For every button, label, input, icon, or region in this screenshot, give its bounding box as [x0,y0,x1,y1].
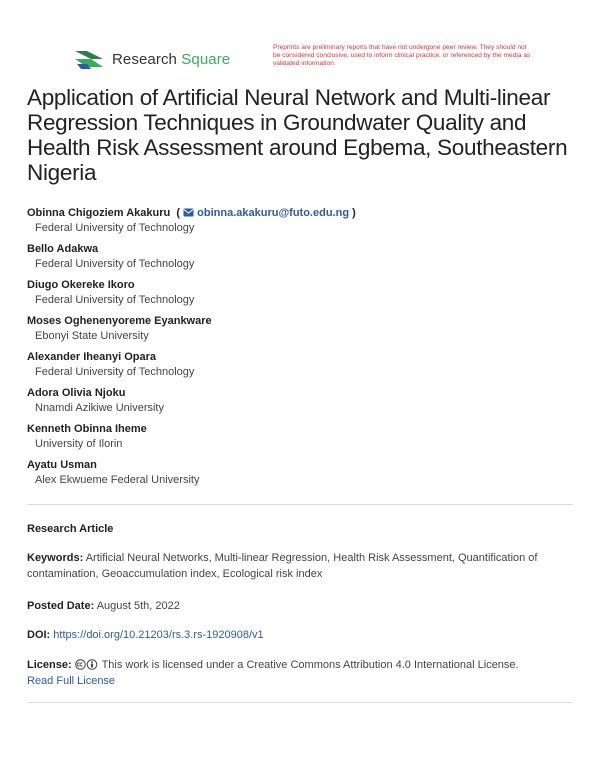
author-name: Alexander Iheanyi Opara [27,351,156,363]
author-name: Obinna Chigoziem Akakuru [27,207,171,219]
author-affiliation: Federal University of Technology [35,258,195,270]
author-list [27,206,567,494]
author-affiliation: Federal University of Technology [35,222,195,234]
paper-title: Application of Artificial Neural Network and Multi-linear Regression Techniques in Groundwater Quality and Health Risk Assessment around Egbema, Southeastern Nigeria [27,85,568,185]
research-square-logo-icon [75,48,105,70]
posted-date-value: August 5th, 2022 [96,600,180,612]
author-name: Moses Oghenenyoreme Eyankware [27,315,212,327]
header [75,44,575,84]
keywords [27,550,573,582]
license-label: License: [27,659,72,671]
author-entry [27,386,567,422]
author-name: Adora Olivia Njoku [27,387,126,399]
doi-label: DOI: [27,629,51,641]
creative-commons-icon [75,659,99,670]
divider [27,504,573,505]
author-entry [27,314,567,350]
author-entry [27,242,567,278]
author-affiliation: Nnamdi Azikiwe University [35,402,164,414]
author-affiliation: Federal University of Technology [35,294,195,306]
author-affiliation: Ebonyi State University [35,330,149,342]
author-affiliation: University of Ilorin [35,438,123,450]
keywords-label: Keywords: [27,552,84,564]
posted-date-label: Posted Date: [27,600,95,612]
posted-date [27,598,573,614]
logo-text [112,51,230,68]
author-entry [27,350,567,386]
author-entry [27,278,567,314]
research-square-logo[interactable] [75,48,230,70]
author-name: Diugo Okereke Ikoro [27,279,135,291]
doi-link[interactable]: https://doi.org/10.21203/rs.3.rs-1920908/v1 [53,629,264,641]
author-affiliation: Federal University of Technology [35,366,195,378]
author-name: Ayatu Usman [27,459,97,471]
author-entry: Obinna Chigoziem Akakuru ( obinna.akakuru@futo.edu.ng ) Federal University of Technology [27,206,567,242]
read-full-license-link[interactable]: Read Full License [27,675,116,687]
author-name: Kenneth Obinna Iheme [27,423,147,435]
license [27,657,573,689]
logo-word-research: Research [112,50,177,68]
author-entry [27,458,567,494]
author-entry [27,422,567,458]
keywords-value: Artificial Neural Networks, Multi-linear Regression, Health Risk Assessment, Quantification of contamination, Geoaccumulation index, Ecological risk index [27,552,538,580]
article-type: Research Article [27,523,114,535]
logo-word-square: Square [181,50,231,68]
doi [27,627,573,643]
author-email-link[interactable]: obinna.akakuru@futo.edu.ng [197,207,350,219]
author-affiliation: Alex Ekwueme Federal University [35,474,200,486]
preprint-disclaimer: Preprints are preliminary reports that have not undergone peer review. They should not be considered conclusive, used to inform clinical practice, or referenced by the media as validated information. [273,44,531,67]
license-text: This work is licensed under a Creative Commons Attribution 4.0 International License. [101,659,519,671]
mail-icon [183,208,194,217]
divider [27,702,573,703]
author-name: Bello Adakwa [27,243,99,255]
